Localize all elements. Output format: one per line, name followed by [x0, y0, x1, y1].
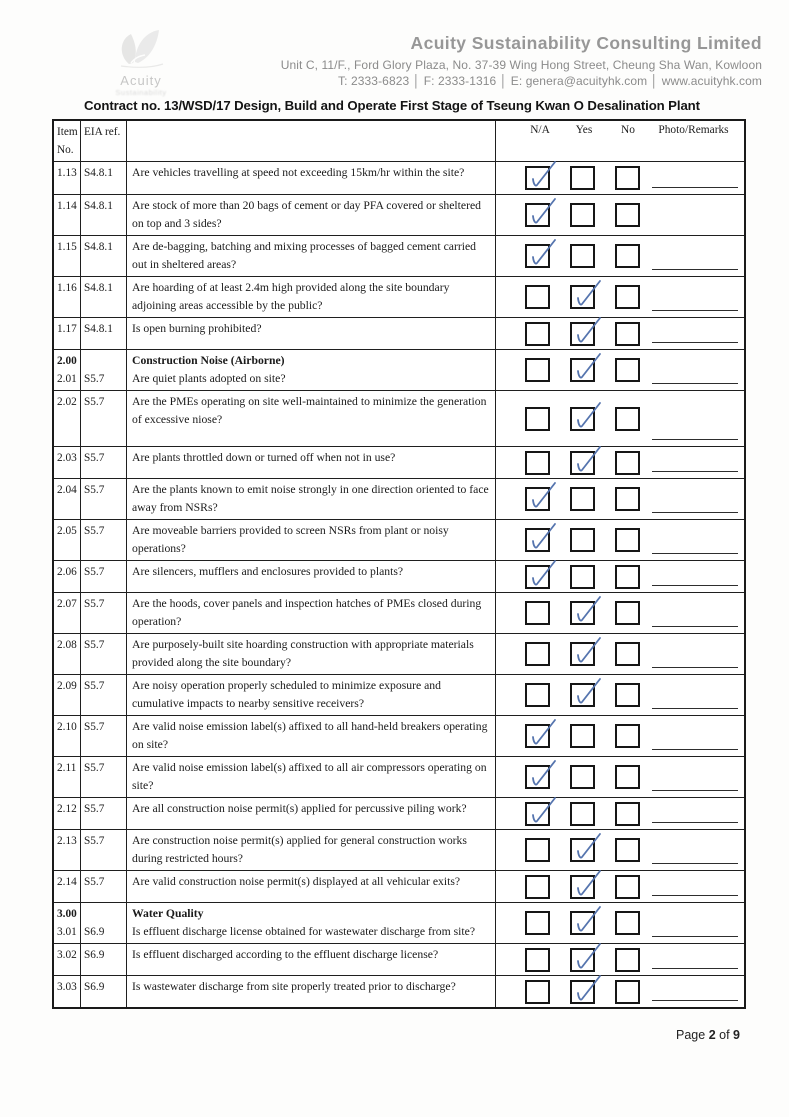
table-row [54, 446, 744, 478]
question-text: Are construction noise permit(s) applied for general construction works during restricted hours? [132, 834, 467, 865]
question-text: Are all construction noise permit(s) applied for percussive piling work? [132, 802, 467, 815]
table-row [54, 797, 744, 829]
question-cell [127, 236, 496, 276]
total-pages: 9 [733, 1028, 740, 1042]
eia-ref-cell: S5.7 [81, 757, 127, 797]
remark-line [652, 968, 738, 969]
question-text: Is effluent discharge license obtained for wastewater discharge from site? [132, 925, 476, 938]
yes-checkbox[interactable] [570, 601, 595, 625]
check-icon [572, 277, 604, 311]
answer-cell [496, 318, 744, 349]
na-checkbox[interactable] [525, 642, 550, 666]
na-checkbox[interactable] [525, 948, 550, 972]
question-cell [127, 976, 496, 1007]
remark-line [652, 187, 738, 188]
check-icon [572, 350, 604, 384]
remark-line [652, 471, 738, 472]
eia-ref-cell: S5.7 [81, 830, 127, 870]
check-icon [572, 830, 604, 864]
question-text: Are the PMEs operating on site well-maintained to minimize the generation of excessive niose? [132, 395, 487, 426]
no-checkbox[interactable] [615, 487, 640, 511]
remark-line [652, 269, 738, 270]
remark-line [652, 749, 738, 750]
answer-cell [496, 447, 744, 478]
question-cell [127, 903, 496, 943]
table-row [54, 829, 744, 870]
check-icon [572, 940, 604, 974]
na-checkbox[interactable] [525, 601, 550, 625]
eia-ref-cell: S5.7 [81, 350, 127, 390]
yes-checkbox[interactable] [570, 765, 595, 789]
item-no-cell: 2.03 [54, 447, 81, 478]
eia-ref-cell: S5.7 [81, 520, 127, 560]
table-row [54, 519, 744, 560]
no-checkbox[interactable] [615, 980, 640, 1004]
na-checkbox[interactable] [525, 407, 550, 431]
check-icon [527, 236, 559, 270]
no-checkbox[interactable] [615, 358, 640, 382]
question-text: Are the hoods, cover panels and inspection hatches of PMEs closed during operation? [132, 597, 482, 628]
yes-column-header: Yes [575, 124, 593, 136]
remark-line [652, 342, 738, 343]
no-checkbox[interactable] [615, 166, 640, 190]
answer-cell [496, 903, 744, 943]
eia-ref-cell: S5.7 [81, 479, 127, 519]
item-no-cell: 3.02 [54, 944, 81, 975]
yes-checkbox[interactable] [570, 407, 595, 431]
na-checkbox[interactable] [525, 451, 550, 475]
question-cell [127, 757, 496, 797]
section-item-no: 3.00 [57, 908, 77, 920]
na-checkbox[interactable] [525, 203, 550, 227]
remark-line [652, 553, 738, 554]
yes-checkbox[interactable] [570, 724, 595, 748]
question-cell [127, 447, 496, 478]
no-checkbox[interactable] [615, 802, 640, 826]
eia-ref-cell: S4.8.1 [81, 162, 127, 194]
leaf-icon [111, 26, 171, 70]
logo-wordmark: Acuity [120, 73, 162, 88]
eia-ref-cell: S5.7 [81, 675, 127, 715]
answer-cell [496, 634, 744, 674]
answer-cell [496, 757, 744, 797]
check-icon [527, 757, 559, 791]
table-row [54, 162, 744, 194]
item-no-cell: 3.03 [54, 976, 81, 1007]
no-checkbox[interactable] [615, 911, 640, 935]
table-row [54, 478, 744, 519]
table-row [54, 715, 744, 756]
na-checkbox[interactable] [525, 322, 550, 346]
remark-line [652, 585, 738, 586]
table-row [54, 674, 744, 715]
na-checkbox[interactable] [525, 528, 550, 552]
yes-checkbox[interactable] [570, 642, 595, 666]
table-row [54, 633, 744, 674]
question-text: Are de-bagging, batching and mixing processes of bagged cement carried out in sheltered areas? [132, 240, 477, 271]
eia-ref-cell: S5.7 [81, 634, 127, 674]
answer-cell [496, 561, 744, 592]
question-cell [127, 391, 496, 446]
answer-cell [496, 479, 744, 519]
no-checkbox[interactable] [615, 948, 640, 972]
check-icon [572, 634, 604, 668]
acuity-logo [86, 26, 196, 100]
check-icon [572, 593, 604, 627]
na-checkbox[interactable] [525, 244, 550, 268]
check-icon [572, 867, 604, 901]
eia-ref-cell: S5.7 [81, 716, 127, 756]
question-cell [127, 561, 496, 592]
no-checkbox[interactable] [615, 203, 640, 227]
table-row [54, 943, 744, 975]
check-icon [572, 443, 604, 477]
item-no-cell: 2.11 [54, 757, 81, 797]
contract-title: Contract no. 13/WSD/17 Design, Build and Operate First Stage of Tseung Kwan O Desalination Plant [84, 98, 700, 113]
na-checkbox[interactable] [525, 487, 550, 511]
yes-checkbox[interactable] [570, 451, 595, 475]
eia-ref-cell: S5.7 [81, 391, 127, 446]
answer-cell [496, 871, 744, 902]
item-no-cell: 1.15 [54, 236, 81, 276]
na-checkbox[interactable] [525, 838, 550, 862]
eia-ref-cell: S4.8.1 [81, 236, 127, 276]
section-item-no: 2.00 [57, 355, 77, 367]
na-checkbox[interactable] [525, 565, 550, 589]
item-no-cell: 2.07 [54, 593, 81, 633]
na-checkbox[interactable] [525, 358, 550, 382]
eia-ref-cell: S6.9 [81, 976, 127, 1007]
answer-columns-header [496, 121, 744, 161]
check-icon [572, 399, 604, 433]
question-text: Are stock of more than 20 bags of cement or day PFA covered or sheltered on top and 3 sides? [132, 199, 482, 230]
yes-checkbox[interactable] [570, 528, 595, 552]
question-text: Is effluent discharged according to the effluent discharge license? [132, 948, 439, 961]
eia-ref-cell: S5.7 [81, 561, 127, 592]
answer-cell [496, 195, 744, 235]
question-text: Are purposely-built site hoarding construction with appropriate materials provided along the site boundary? [132, 638, 474, 669]
yes-checkbox[interactable] [570, 285, 595, 309]
company-address: Unit C, 11/F., Ford Glory Plaza, No. 37-39 Wing Hong Street, Cheung Sha Wan, Kowloon [280, 58, 762, 72]
question-text: Are hoarding of at least 2.4m high provided along the site boundary adjoining areas accessible by the public? [132, 281, 450, 312]
no-checkbox[interactable] [615, 683, 640, 707]
eia-ref-cell: S6.9 [81, 903, 127, 943]
question-text: Are the plants known to emit noise strongly in one direction oriented to face away from NSRs? [132, 483, 489, 514]
no-checkbox[interactable] [615, 322, 640, 346]
item-no-cell: 2.08 [54, 634, 81, 674]
question-cell [127, 479, 496, 519]
no-checkbox[interactable] [615, 724, 640, 748]
table-row [54, 235, 744, 276]
question-text: Is wastewater discharge from site properly treated prior to discharge? [132, 980, 456, 993]
question-text: Is open burning prohibited? [132, 322, 262, 335]
answer-cell [496, 236, 744, 276]
table-row [54, 349, 744, 390]
check-icon [527, 716, 559, 750]
remark-line [652, 708, 738, 709]
current-page: 2 [708, 1028, 716, 1042]
check-icon [527, 479, 559, 513]
yes-checkbox[interactable] [570, 487, 595, 511]
check-icon [572, 675, 604, 709]
eia-ref-cell: S5.7 [81, 871, 127, 902]
na-checkbox[interactable] [525, 683, 550, 707]
eia-ref-cell: S5.7 [81, 447, 127, 478]
no-checkbox[interactable] [615, 838, 640, 862]
company-name: Acuity Sustainability Consulting Limited [410, 33, 762, 53]
na-checkbox[interactable] [525, 911, 550, 935]
answer-cell [496, 830, 744, 870]
yes-checkbox[interactable] [570, 166, 595, 190]
no-checkbox[interactable] [615, 528, 640, 552]
question-cell [127, 277, 496, 317]
eia-ref-cell: S6.9 [81, 944, 127, 975]
question-text: Are valid construction noise permit(s) displayed at all vehicular exits? [132, 875, 461, 888]
item-no-cell: 2.13 [54, 830, 81, 870]
no-checkbox[interactable] [615, 601, 640, 625]
no-checkbox[interactable] [615, 407, 640, 431]
item-no-cell: 2.06 [54, 561, 81, 592]
answer-cell [496, 593, 744, 633]
yes-checkbox[interactable] [570, 948, 595, 972]
answer-cell [496, 391, 744, 446]
question-text: Are vehicles travelling at speed not exceeding 15km/hr within the site? [132, 166, 465, 179]
remark-line [652, 383, 738, 384]
answer-cell [496, 976, 744, 1007]
check-icon [527, 794, 559, 828]
yes-checkbox[interactable] [570, 980, 595, 1004]
yes-checkbox[interactable] [570, 322, 595, 346]
answer-cell [496, 350, 744, 390]
question-cell [127, 195, 496, 235]
no-checkbox[interactable] [615, 451, 640, 475]
yes-checkbox[interactable] [570, 203, 595, 227]
item-no-cell: 2.12 [54, 798, 81, 829]
question-text: Are quiet plants adopted on site? [132, 372, 286, 385]
section-title: Water Quality [132, 907, 204, 920]
table-row [54, 390, 744, 446]
question-cell [127, 350, 496, 390]
yes-checkbox[interactable] [570, 911, 595, 935]
check-icon [527, 557, 559, 591]
remark-line [652, 790, 738, 791]
remark-line [652, 667, 738, 668]
checklist-table [52, 119, 746, 1009]
company-header [190, 33, 762, 88]
table-header-row [54, 121, 744, 162]
question-cell [127, 318, 496, 349]
remark-line [652, 1000, 738, 1001]
question-text: Are valid noise emission label(s) affixed to all air compressors operating on site? [132, 761, 487, 792]
table-row [54, 194, 744, 235]
no-column-header: No [621, 124, 635, 136]
na-checkbox[interactable] [525, 166, 550, 190]
item-no-cell: 2.14 [54, 871, 81, 902]
eia-ref-cell: S4.8.1 [81, 318, 127, 349]
check-icon [572, 972, 604, 1006]
table-row [54, 592, 744, 633]
remark-line [652, 863, 738, 864]
question-cell [127, 716, 496, 756]
table-row [54, 870, 744, 902]
eia-ref-cell: S5.7 [81, 593, 127, 633]
company-contact: T: 2333-6823 │ F: 2333-1316 │ E: genera@acuityhk.com │ www.acuityhk.com [338, 74, 762, 88]
remark-line [652, 936, 738, 937]
table-row [54, 902, 744, 943]
na-checkbox[interactable] [525, 765, 550, 789]
yes-checkbox[interactable] [570, 802, 595, 826]
eia-ref-cell: S5.7 [81, 798, 127, 829]
answer-cell [496, 716, 744, 756]
section-title: Construction Noise (Airborne) [132, 354, 285, 367]
na-column-header: N/A [530, 124, 550, 136]
yes-checkbox[interactable] [570, 244, 595, 268]
table-row [54, 560, 744, 592]
item-no-cell: 1.17 [54, 318, 81, 349]
item-no-cell: 2.04 [54, 479, 81, 519]
remark-line [652, 895, 738, 896]
no-checkbox[interactable] [615, 875, 640, 899]
question-cell [127, 798, 496, 829]
check-icon [527, 195, 559, 229]
eia-ref-header: EIA ref. [81, 121, 127, 161]
remark-line [652, 626, 738, 627]
item-no-cell: 1.16 [54, 277, 81, 317]
na-checkbox[interactable] [525, 802, 550, 826]
yes-checkbox[interactable] [570, 565, 595, 589]
yes-checkbox[interactable] [570, 838, 595, 862]
check-icon [527, 158, 559, 192]
item-no-cell: 3.00 3.01 [54, 903, 81, 943]
table-row [54, 276, 744, 317]
check-icon [527, 520, 559, 554]
yes-checkbox[interactable] [570, 358, 595, 382]
checklist-rows [54, 162, 744, 1007]
logo-sub-wordmark: Sustainability [115, 88, 167, 97]
no-checkbox[interactable] [615, 765, 640, 789]
remark-line [652, 310, 738, 311]
question-cell [127, 944, 496, 975]
question-text: Are noisy operation properly scheduled to minimize exposure and cumulative impacts to nearby sensitive receivers? [132, 679, 441, 710]
yes-checkbox[interactable] [570, 875, 595, 899]
question-cell [127, 162, 496, 194]
answer-cell [496, 162, 744, 194]
remark-line [652, 822, 738, 823]
question-text: Are plants throttled down or turned off when not in use? [132, 451, 396, 464]
no-checkbox[interactable] [615, 642, 640, 666]
item-no-cell: 2.02 [54, 391, 81, 446]
question-header [127, 121, 496, 161]
question-cell [127, 634, 496, 674]
yes-checkbox[interactable] [570, 683, 595, 707]
check-icon [572, 314, 604, 348]
item-no-cell: 2.05 [54, 520, 81, 560]
eia-ref-cell: S4.8.1 [81, 277, 127, 317]
question-cell [127, 675, 496, 715]
question-text: Are silencers, mufflers and enclosures provided to plants? [132, 565, 404, 578]
answer-cell [496, 944, 744, 975]
table-row [54, 975, 744, 1007]
question-cell [127, 520, 496, 560]
item-no-cell: 1.14 [54, 195, 81, 235]
question-cell [127, 593, 496, 633]
remarks-column-header: Photo/Remarks [658, 124, 729, 136]
page-number-footer: Page 2 of 9 [676, 1028, 740, 1042]
answer-cell [496, 675, 744, 715]
answer-cell [496, 798, 744, 829]
na-checkbox[interactable] [525, 285, 550, 309]
item-no-header: Item No. [54, 121, 81, 161]
remark-line [652, 439, 738, 440]
answer-cell [496, 520, 744, 560]
na-checkbox[interactable] [525, 724, 550, 748]
check-icon [572, 903, 604, 937]
question-cell [127, 871, 496, 902]
na-checkbox[interactable] [525, 875, 550, 899]
table-row [54, 756, 744, 797]
item-no-cell: 2.00 2.01 [54, 350, 81, 390]
question-text: Are moveable barriers provided to screen NSRs from plant or noisy operations? [132, 524, 449, 555]
no-checkbox[interactable] [615, 285, 640, 309]
na-checkbox[interactable] [525, 980, 550, 1004]
item-no-cell: 1.13 [54, 162, 81, 194]
table-row [54, 317, 744, 349]
no-checkbox[interactable] [615, 565, 640, 589]
item-no-cell: 2.10 [54, 716, 81, 756]
question-cell [127, 830, 496, 870]
eia-ref-cell: S4.8.1 [81, 195, 127, 235]
remark-line [652, 512, 738, 513]
no-checkbox[interactable] [615, 244, 640, 268]
question-text: Are valid noise emission label(s) affixed to all hand-held breakers operating on site? [132, 720, 488, 751]
answer-cell [496, 277, 744, 317]
item-no-cell: 2.09 [54, 675, 81, 715]
